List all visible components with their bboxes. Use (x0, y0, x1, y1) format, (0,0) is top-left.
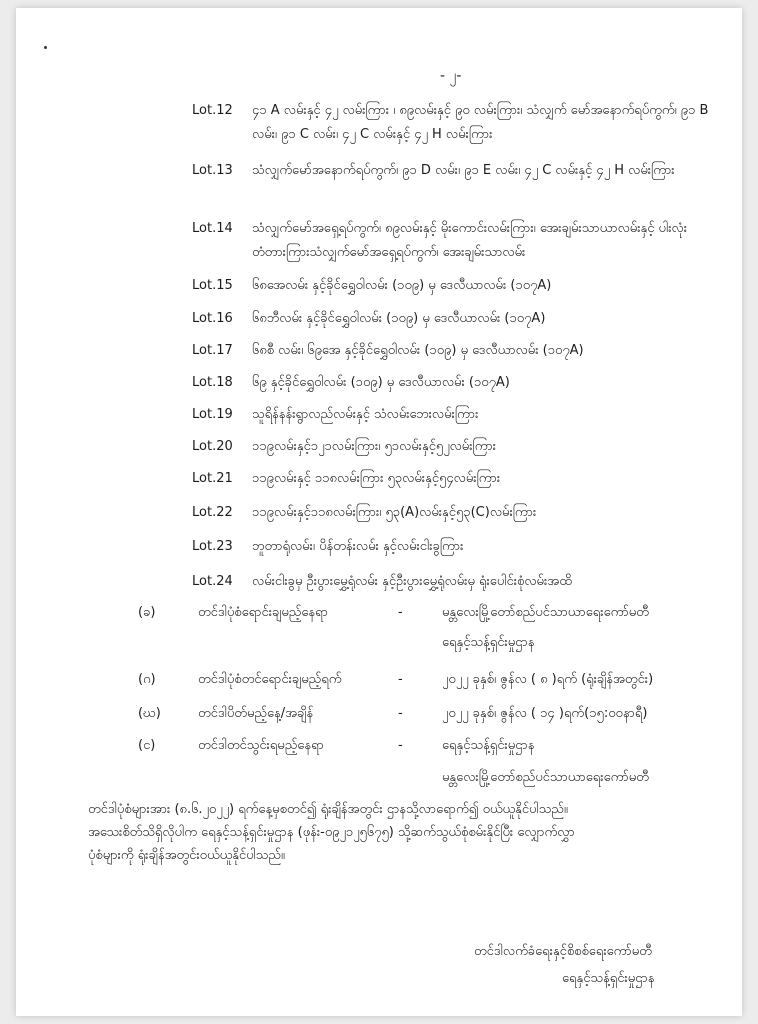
detail-marker: (င) (138, 738, 156, 753)
lot-text: ၆၈စီ လမ်း၊ ၆၉အေ နှင့်ခိုင်ရွှေဝါလမ်း (၁၀၉) မှ ဒေလီယာလမ်း (၁၀၇A) (252, 343, 584, 358)
notice-line: ပုံစံများကို ရုံးချိန်အတွင်းဝယ်ယူနိုင်ပါသည်။ (88, 848, 285, 863)
lot-label: Lot.20 (192, 439, 233, 454)
notice-line: တင်ဒါပုံစံများအား (၈.၆.၂၀၂၂) ရက်နေ့မှစတင်၍ ရုံးချိန်အတွင်း ဌာနသို့လာရောက်၍ ဝယ်ယူနိုင်ပါသည်။ (88, 802, 568, 817)
lot-label: Lot.21 (192, 471, 233, 486)
detail-value: မန္တလေးမြို့တော်စည်ပင်သာယာရေးကော်မတီ (442, 605, 649, 620)
lot-text: ၆၈အေလမ်း နှင့်ခိုင်ရွှေဝါလမ်း (၁၀၉) မှ ဒေလီယာလမ်း (၁၀၇A) (252, 278, 552, 293)
lot-text: ဘူတာရုံလမ်း၊ ပိန်တန်းလမ်း နှင့်လမ်းငါးခွကြား (252, 539, 464, 554)
detail-marker: (ဃ) (138, 706, 161, 721)
detail-value: ရေနှင့်သန့်ရှင်းမှုဌာန (442, 635, 535, 650)
lot-label: Lot.17 (192, 343, 233, 358)
signature-line: တင်ဒါလက်ခံရေးနှင့်စိစစ်ရေးကော်မတီ (474, 944, 652, 959)
document-page (16, 8, 742, 1016)
detail-title: တင်ဒါပိတ်မည့်နေ့/အချိန် (198, 706, 314, 721)
lot-label: Lot.22 (192, 505, 233, 520)
lot-text: သံလျှက်မော်အရှေ့ရပ်ကွက်၊ ၈၉လမ်းနှင့် မိုးကောင်းလမ်းကြား၊ အေးချမ်းသာယာလမ်းနှင့် ပါးလုံးတံတားကြားသံလျှက်မော်အရှေ့ရပ်ကွက်၊ အေးချမ်းသာလမ်း (252, 221, 688, 260)
detail-value: မန္တလေးမြို့တော်စည်ပင်သာယာရေးကော်မတီ (442, 770, 649, 785)
lot-text: ၄၁ A လမ်းနှင့် ၄၂ လမ်းကြား ၊ ၈၉လမ်းနှင့် ၉၀ လမ်းကြား၊ သံလျှက် မော်အနောက်ရပ်ကွက်၊ ၉၁ B လမ်း၊ ၉၁ C လမ်း၊ ၄၂ C လမ်းနှင့် ၄၂ H လမ်းကြား (252, 103, 709, 142)
lot-text: ၆၉ နှင့်ခိုင်ရွှေဝါလမ်း (၁၀၉) မှ ဒေလီယာလမ်း (၁၀၇A) (252, 375, 510, 390)
lot-label: Lot.14 (192, 221, 233, 236)
detail-value: ၂၀၂၂ ခုနှစ်၊ ဇွန်လ ( ၁၄ )ရက်(၁၅:၀၀နာရီ) (442, 706, 648, 721)
lot-label: Lot.23 (192, 539, 233, 554)
lot-text: သူရိန်နန်းရွာလည်လမ်းနှင့် သံလမ်းဘေးလမ်းကြား (252, 407, 479, 422)
detail-title: တင်ဒါပုံစံရောင်းချမည့်နေရာ (198, 605, 328, 620)
detail-dash: - (398, 605, 403, 620)
signature-line: ရေနှင့်သန့်ရှင်းမှုဌာန (562, 971, 655, 986)
lot-text: ၁၁၉လမ်းနှင့် ၁၁၈လမ်းကြား ၅၃လမ်းနှင့်၅၄လမ်းကြား (252, 471, 501, 486)
lot-text: ၁၁၉လမ်းနှင့်၁၂၁လမ်းကြား၊ ၅၁လမ်းနှင့်၅၂လမ်းကြား (252, 439, 497, 454)
detail-dash: - (398, 672, 403, 687)
detail-dash: - (398, 738, 403, 753)
lot-label: Lot.13 (192, 163, 233, 178)
detail-dash: - (398, 706, 403, 721)
detail-value: ရေနှင့်သန့်ရှင်းမှုဌာန (442, 738, 535, 753)
notice-line: အသေးစိတ်သိရှိလိုပါက ရေနှင့်သန့်ရှင်းမှုဌာန (ဖုန်း-၀၉၂၁၂၅၆၇၅) သို့ဆက်သွယ်စုံစမ်းနိုင်ပြီး လျှောက်လွှာ (88, 825, 575, 840)
lot-text: လမ်းငါးခွမှ ဦးပွားမွှေ့ရုံလမ်း နှင့်ဦးပွားမွှေ့ရုံလမ်းမှ ရုံးပေါင်းစုံလမ်းအထိ (252, 574, 572, 589)
lot-label: Lot.15 (192, 278, 233, 293)
page-number: - ၂- (440, 68, 462, 84)
scan-speck (44, 46, 47, 49)
lot-label: Lot.19 (192, 407, 233, 422)
lot-label: Lot.16 (192, 311, 233, 326)
lot-text: သံလျှက်မော်အနောက်ရပ်ကွက်၊ ၉၁ D လမ်း၊ ၉၁ E လမ်း၊ ၄၂ C လမ်းနှင့် ၄၂ H လမ်းကြား (252, 163, 675, 178)
lot-label: Lot.18 (192, 375, 233, 390)
lot-text: ၆၈ဘီလမ်း နှင့်ခိုင်ရွှေဝါလမ်း (၁၀၉) မှ ဒေလီယာလမ်း (၁၀၇A) (252, 311, 546, 326)
lot-label: Lot.24 (192, 574, 233, 589)
detail-marker: (ခ) (138, 605, 156, 620)
detail-value: ၂၀၂၂ ခုနှစ်၊ ဇွန်လ ( ၈ )ရက် (ရုံးချိန်အတွင်း) (442, 672, 654, 687)
detail-marker: (ဂ) (138, 672, 156, 687)
lot-label: Lot.12 (192, 103, 233, 118)
detail-title: တင်ဒါတင်သွင်းရမည့်နေရာ (198, 738, 324, 753)
lot-text: ၁၁၉လမ်းနှင့်၁၁၈လမ်းကြား၊ ၅၃(A)လမ်းနှင့်၅၃(C)လမ်းကြား (252, 505, 537, 520)
detail-title: တင်ဒါပုံစံတင်ရောင်းချမည့်ရက် (198, 672, 342, 687)
